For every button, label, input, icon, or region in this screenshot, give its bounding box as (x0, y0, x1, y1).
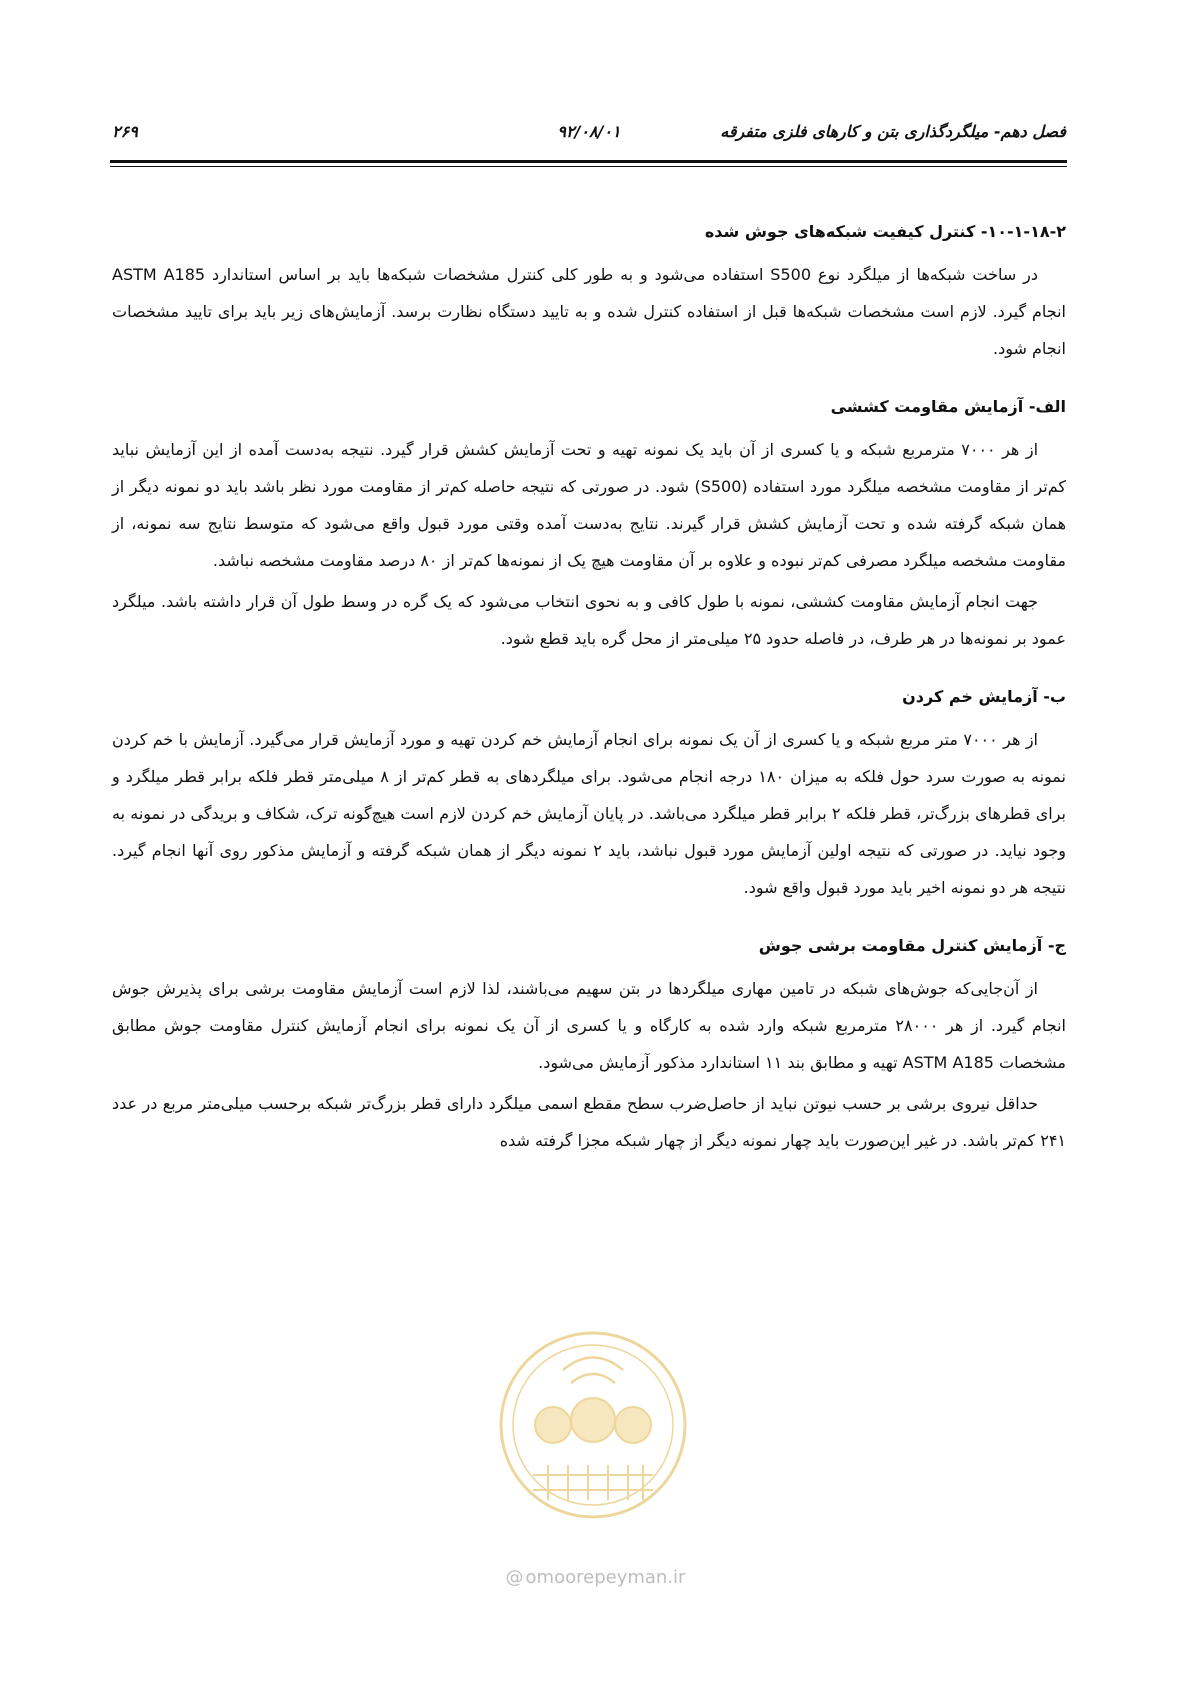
section-weld-shear-test (112, 932, 1066, 1159)
paragraph: جهت انجام آزمایش مقاومت کششی، نمونه با طول کافی و به نحوی انتخاب می‌شود که یک گره در وسط طول آن قرار داشته باشد. میلگرد عمود بر نمونه‌ها در هر طرف، در فاصله حدود ۲۵ میلی‌متر از محل گره باید قطع شود. (112, 592, 1066, 648)
header-divider-thin (110, 166, 1067, 167)
watermark-url: omoorepeyman.ir (525, 1567, 686, 1588)
paragraph: حداقل نیروی برشی بر حسب نیوتن نباید از حاصل‌ضرب سطح مقطع اسمی میلگرد دارای قطر بزرگ‌تر شبکه برحسب میلی‌متر مربع در عدد ۲۴۱ کم‌تر باشد. در غیر این‌صورت باید چهار نمونه دیگر از چهار شبکه مجزا گرفته شده (112, 1094, 1066, 1150)
section-tensile-test (112, 393, 1066, 657)
seal-graphic (493, 1325, 693, 1525)
publisher-seal-watermark (493, 1325, 693, 1525)
page-body (112, 218, 1066, 1163)
running-header (112, 122, 1066, 148)
paragraph: در ساخت شبکه‌ها از میلگرد نوع S500 استفاده می‌شود و به طور کلی کنترل مشخصات شبکه‌ها باید بر اساس استاندارد ASTM A185 انجام گیرد. لازم است مشخصات شبکه‌ها قبل از استفاده کنترل شده و به تایید دستگاه نظارت برسد. آزمایش‌های زیر باید برای تایید مشخصات انجام شود. (112, 265, 1066, 358)
section-heading: ج- آزمایش کنترل مقاومت برشی جوش (758, 936, 1066, 955)
chapter-title: فصل دهم- میلگردگذاری بتن و کارهای فلزی متفرقه (720, 122, 1066, 141)
paragraph: از آن‌جایی‌که جوش‌های شبکه در تامین مهاری میلگردها در بتن سهیم می‌باشند، لذا لازم است آزمایش مقاومت برشی برای پذیرش جوش انجام گیرد. از هر ۲۸۰۰۰ مترمربع شبکه وارد شده به کارگاه و یا کسری از آن یک نمونه برای انجام آزمایش کنترل مقاومت جوش مطابق مشخصات ASTM A185 تهیه و مطابق بند ۱۱ استاندارد مذکور آزمایش می‌شود. (112, 979, 1066, 1072)
section-heading: ب- آزمایش خم کردن (902, 687, 1066, 706)
watermark-site (0, 1567, 1191, 1588)
section-heading: ۱۰-۱-۱۸-۲- کنترل کیفیت شبکه‌های جوش شده (704, 222, 1066, 241)
header-divider-thick (110, 160, 1067, 163)
section-bend-test (112, 683, 1066, 906)
at-sign-icon: @ (505, 1567, 524, 1588)
paragraph: از هر ۷۰۰۰ مترمربع شبکه و یا کسری از آن باید یک نمونه تهیه و تحت آزمایش کشش قرار گیرد. نتیجه به‌دست آمده از این آزمایش نباید کم‌تر از مقاومت مشخصه میلگرد مورد استفاده (S500) شود. در صورتی که نتیجه حاصله کم‌تر از مقاومت مورد نظر باشد باید دو نمونه دیگر از همان شبکه گرفته شده و تحت آزمایش کشش قرار گیرند. نتایج به‌دست آمده وقتی مورد قبول واقع می‌شود که متوسط نتایج سه نمونه، از مقاومت مشخصه میلگرد مصرفی کم‌تر نبوده و علاوه بر آن مقاومت هیچ یک از نمونه‌ها کم‌تر از ۸۰ درصد مقاومت مشخصه نباشد. (112, 440, 1066, 570)
section-welded-mesh-quality-control (112, 218, 1066, 367)
page-number: ۲۶۹ (112, 122, 138, 141)
section-heading: الف- آزمایش مقاومت کششی (830, 397, 1066, 416)
paragraph: از هر ۷۰۰۰ متر مربع شبکه و یا کسری از آن یک نمونه برای انجام آزمایش خم کردن تهیه و مورد آزمایش قرار می‌گیرد. آزمایش با خم کردن نمونه به صورت سرد حول فلکه به میزان ۱۸۰ درجه انجام می‌شود. برای میلگردهای به قطر کم‌تر از ۸ میلی‌متر قطر فلکه برابر قطر میلگرد و برای قطرهای بزرگ‌تر، قطر فلکه ۲ برابر قطر میلگرد می‌باشد. در پایان آزمایش خم کردن لازم است هیچ‌گونه ترک، شکاف و بریدگی در نمونه به وجود نیاید. در صورتی که نتیجه اولین آزمایش مورد قبول نباشد، باید ۲ نمونه دیگر از همان شبکه گرفته و آزمایش مذکور روی آنها انجام گیرد. نتیجه هر دو نمونه اخیر باید مورد قبول واقع شود. (112, 730, 1066, 897)
revision-date: ۹۲/۰۸/۰۱ (557, 122, 621, 141)
